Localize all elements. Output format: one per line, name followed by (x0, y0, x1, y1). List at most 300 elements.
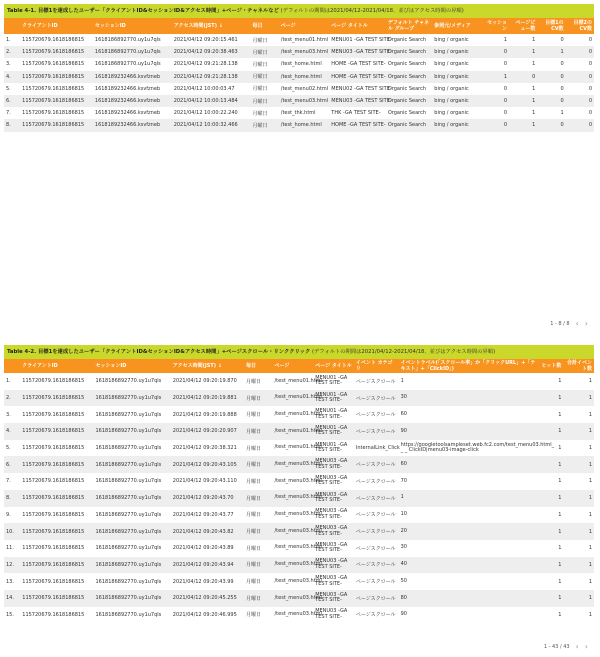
table-cell: 1. (6, 37, 11, 44)
table-cell: 2021/04/12 10:00:03.47 (173, 85, 235, 92)
column-header[interactable]: イベントラベル(「スクロール率」か「クリックURL」+「テキスト」+「ClickID」) (400, 360, 536, 372)
table-cell: MENU03 -GA TEST SITE- (315, 508, 348, 520)
table-cell: 1 (503, 37, 508, 44)
table-row (4, 119, 594, 131)
table-cell: 1 (588, 561, 592, 568)
table-cell: MENU03 -GA TEST SITE- (315, 558, 348, 570)
table-cell: 115720679.1618186815 (22, 445, 85, 452)
table-cell: 1618186892770.uy1u7qls (95, 561, 162, 568)
table-cell: /test_home.html (280, 122, 322, 129)
table-cell: 115720679.1618186815 (22, 110, 85, 117)
table-4-1-title-bar (4, 4, 594, 18)
table-cell: 0 (588, 49, 592, 56)
table-cell: 1618186892770.uy1u7qls (95, 411, 162, 418)
table-cell: 0 (503, 49, 508, 56)
table-cell: 1 (588, 378, 592, 385)
table-cell: 月曜日 (252, 49, 268, 56)
table-cell: 1 (532, 61, 536, 68)
table-cell: 115720679.1618186815 (22, 478, 85, 485)
table-cell: 2021/04/12 09:20:43.94 (172, 561, 234, 568)
table-cell: bing / organic (434, 73, 469, 80)
table-cell: 月曜日 (246, 428, 262, 435)
table-cell: 115720679.1618186815 (22, 595, 85, 602)
table-cell: ページスクロール (355, 529, 396, 536)
table-4-2 (4, 359, 594, 623)
table-cell: 1618186892770.uy1u7qls (95, 478, 162, 485)
table-cell: 月曜日 (252, 98, 268, 105)
table-cell: THK -GA TEST SITE- (331, 110, 381, 117)
chevron-right-icon[interactable]: › (584, 642, 588, 651)
table-cell: 2021/04/12 10:00:13.484 (173, 98, 238, 105)
table-cell: ページスクロール (355, 462, 396, 469)
table-cell: ページスクロール (355, 478, 396, 485)
table-cell: 115720679.1618186815 (22, 37, 85, 44)
table-cell: 10 (400, 511, 407, 518)
column-header[interactable]: 目標1の CV数 (545, 20, 564, 32)
table-cell: Organic Search (387, 98, 427, 105)
table-cell: 6. (6, 98, 11, 105)
table-cell: bing / organic (434, 122, 469, 129)
column-header[interactable]: ヒット数 (541, 363, 562, 369)
table-cell: 1618186892770.uy1u7qls (95, 545, 162, 552)
table-cell: 0 (588, 122, 592, 129)
table-cell: 115720679.1618186815 (22, 49, 85, 56)
table-cell: 14. (6, 595, 14, 602)
table-cell: 1 (532, 98, 536, 105)
table-cell: 1 (400, 377, 404, 384)
table-cell: 0 (588, 37, 592, 44)
table-cell: 1 (560, 49, 564, 56)
table-cell: bing / organic (434, 37, 469, 44)
table-cell: 1 (588, 411, 592, 418)
table-cell: 1 (588, 611, 592, 618)
table-cell: MENU03 -GA TEST SITE- (331, 49, 392, 56)
table-cell: 1618186892770.uy1u7qls (95, 578, 162, 585)
table-cell: 1 (588, 528, 592, 535)
table-cell: MENU03 -GA TEST SITE- (315, 541, 348, 554)
table-cell: 5. (6, 445, 11, 452)
table-cell: 0 (588, 98, 592, 105)
table-cell: 1 (558, 428, 562, 435)
table-cell: MENU01 -GA TEST SITE- (315, 408, 348, 420)
table-cell: 90 (400, 427, 407, 434)
table-cell: 月曜日 (246, 462, 262, 469)
table-cell: 2021/04/12 09:20:43.82 (172, 528, 234, 535)
table-cell: 2021/04/12 09:20:19.888 (172, 411, 237, 418)
table-cell: 13. (6, 578, 14, 585)
table-cell: /test_menu03.html (274, 527, 322, 534)
table-cell: 3. (6, 411, 11, 418)
table-row (4, 507, 594, 524)
table-cell: 2. (6, 395, 11, 402)
table-cell: 115720679.1618186815 (22, 395, 85, 402)
table-cell: /test_menu03.html (280, 98, 329, 105)
table-cell: 0 (560, 98, 564, 105)
table-cell: /test_menu01.html (274, 427, 322, 434)
table-row (4, 107, 594, 119)
table-cell: 1618189232466.ksvfzneb (94, 122, 161, 129)
table-cell: 1 (558, 578, 562, 585)
column-header[interactable]: セッションID (95, 363, 127, 369)
table-cell: ページスクロール (355, 612, 396, 619)
table-cell: 115720679.1618186815 (22, 61, 85, 68)
table-cell: 月曜日 (246, 512, 262, 519)
table-cell: /test_menu01.html (274, 444, 322, 451)
table-cell: 60 (400, 461, 407, 468)
table-4-1-subtitle: (デフォルトの期間は2021/04/12-2021/04/18、並びはアクセス時間の昇順) (280, 8, 464, 14)
table-cell: 1 (588, 545, 592, 552)
table-cell: /test_menu03.html (274, 544, 322, 551)
table-cell: /test_menu03.html (274, 511, 322, 518)
table-cell: 1 (588, 395, 592, 402)
chevron-right-icon[interactable]: › (584, 319, 588, 328)
pagination-label: 1 - 8 / 8 (550, 321, 570, 327)
table-cell: 月曜日 (246, 478, 262, 485)
table-cell: 1 (532, 110, 536, 117)
table-cell: 月曜日 (252, 37, 268, 44)
table-cell: 1 (558, 511, 562, 518)
table-cell: 月曜日 (246, 412, 262, 419)
table-cell: HOME -GA TEST SITE- (331, 122, 386, 129)
table-cell: 2021/04/12 09:21:28.138 (173, 73, 238, 80)
table-cell: 2021/04/12 09:20:43.77 (172, 511, 234, 518)
table-cell: 115720679.1618186815 (22, 461, 85, 468)
table-cell: 月曜日 (252, 61, 268, 68)
table-cell: /test_home.html (280, 61, 322, 68)
table-cell: 0 (503, 110, 508, 117)
table-cell: MENU03 -GA TEST SITE- (315, 575, 348, 587)
table-cell: Organic Search (387, 73, 427, 80)
table-row (4, 607, 594, 624)
table-cell: 1. (6, 378, 11, 385)
chevron-left-icon[interactable]: ‹ (575, 319, 579, 328)
table-row (4, 456, 594, 473)
table-cell: 2021/04/12 09:20:20.907 (172, 428, 237, 435)
table-cell: 9. (6, 511, 11, 518)
table-cell: /test_menu03.html (274, 477, 322, 484)
table-cell: HOME -GA TEST SITE- (331, 73, 386, 80)
table-cell: 2021/04/12 09:20:19.870 (172, 378, 237, 385)
table-cell: Organic Search (387, 61, 427, 68)
column-header[interactable]: ページ (274, 363, 290, 369)
table-cell: ページスクロール (355, 512, 396, 519)
table-cell: 1 (532, 122, 536, 129)
table-cell: 1 (558, 395, 562, 402)
table-cell: 20 (400, 527, 407, 534)
table-cell: 0 (503, 122, 508, 129)
table-cell: 0 (560, 61, 564, 68)
table-row (4, 83, 594, 95)
table-cell: 1 (558, 495, 562, 502)
column-header[interactable]: 合計イベント数 (566, 360, 592, 372)
table-cell: 115720679.1618186815 (22, 528, 85, 535)
table-cell: MENU01 -GA TEST SITE- (315, 391, 348, 404)
table-row (4, 34, 594, 46)
table-cell: 15. (6, 611, 14, 618)
table-cell: 2021/04/12 09:20:15.461 (173, 37, 238, 44)
table-cell: 115720679.1618186815 (22, 611, 85, 618)
table-row (4, 490, 594, 507)
table-cell: /test_menu01.html (274, 394, 322, 401)
table-cell: 0 (503, 85, 508, 92)
column-header[interactable]: セッションID (94, 23, 126, 29)
table-cell: 1618189232466.ksvfzneb (94, 73, 161, 80)
table-cell: 2021/04/12 09:20:43.110 (172, 478, 237, 485)
table-cell: 2021/04/12 09:20:43.89 (172, 545, 234, 552)
table-row (4, 58, 594, 70)
table-cell: 1 (588, 478, 592, 485)
table-cell: bing / organic (434, 98, 469, 105)
table-cell: 12. (6, 561, 14, 568)
table-cell: 4. (6, 73, 11, 80)
table-cell: 1618186892770.uy1u7qls (94, 37, 161, 44)
table-cell: bing / organic (434, 110, 469, 117)
table-cell: 月曜日 (246, 495, 262, 502)
table-cell: 1618189232466.ksvfzneb (94, 98, 161, 105)
table-cell: 1 (558, 528, 562, 535)
column-header[interactable]: アクセス時間(JST) ↓ (173, 23, 223, 29)
table-cell: 2021/04/12 09:20:38.321 (172, 445, 237, 452)
table-cell: 115720679.1618186815 (22, 378, 85, 385)
table-row (4, 46, 594, 58)
table-cell: Organic Search (387, 37, 427, 44)
table-cell: 1618186892770.uy1u7qls (95, 461, 162, 468)
table-cell: 115720679.1618186815 (22, 545, 85, 552)
table-cell: 1 (558, 478, 562, 485)
table-cell: 1618186892770.uy1u7qls (95, 528, 162, 535)
table-row (4, 573, 594, 590)
table-cell: 60 (400, 410, 407, 417)
column-header[interactable]: 参照元/メディア (434, 23, 471, 29)
table-4-1 (4, 18, 594, 132)
table-4-2-panel (4, 345, 594, 653)
table-cell: 0 (560, 73, 564, 80)
column-header[interactable]: ページ (280, 23, 296, 29)
table-cell: 1 (588, 578, 592, 585)
table-row (4, 71, 594, 83)
table-cell: HOME -GA TEST SITE- (331, 61, 386, 68)
table-cell: 0 (588, 61, 592, 68)
table-header-row (4, 359, 594, 373)
table-cell: 1618186892770.uy1u7qls (95, 428, 162, 435)
table-row (4, 473, 594, 490)
table-cell: 1618186892770.uy1u7qls (95, 511, 162, 518)
table-cell: MENU01 -GA TEST SITE- (315, 374, 348, 387)
table-cell: 月曜日 (246, 595, 262, 602)
column-header[interactable]: ページ タイトル (331, 23, 368, 29)
table-4-1-panel (4, 4, 594, 327)
table-cell: 2021/04/12 09:20:43.70 (172, 495, 234, 502)
column-header[interactable]: デフォルト チャネル グループ (387, 20, 430, 32)
column-header[interactable]: 毎日 (246, 363, 257, 369)
table-cell: 115720679.1618186815 (22, 511, 85, 518)
table-cell: /test_thk.html (280, 110, 316, 117)
chevron-left-icon[interactable]: ‹ (575, 642, 579, 651)
table-cell: ページスクロール (355, 378, 396, 385)
table-cell: 2021/04/12 09:20:43.99 (172, 578, 234, 585)
table-cell: 115720679.1618186815 (22, 428, 85, 435)
table-cell: 1 (558, 611, 562, 618)
table-cell: /test_menu03.html (274, 611, 322, 618)
table-cell: https://googletoolsampleset.web.fc2.com/test_menu03.html_ _ _ ClickID|menu03-image-click (400, 441, 555, 454)
column-header[interactable]: 毎日 (252, 23, 263, 29)
table-cell: ページスクロール (355, 562, 396, 569)
table-cell: /test_menu03.html (280, 49, 329, 56)
table-cell: MENU01 -GA TEST SITE- (315, 424, 348, 437)
table-cell: /test_home.html (280, 73, 322, 80)
pagination-label: 1 - 43 / 43 (543, 644, 570, 650)
table-cell: 0 (588, 73, 592, 80)
table-cell: 1618186892770.uy1u7qls (94, 61, 161, 68)
table-cell: /test_menu01.html (274, 377, 322, 384)
table-cell: 2021/04/12 10:00:32.466 (173, 122, 238, 129)
column-header[interactable]: アクセス時間(JST) ↓ (172, 363, 223, 369)
table-cell: 1 (560, 110, 564, 117)
table-cell: 月曜日 (246, 378, 262, 385)
column-header[interactable]: ページビュー数 (515, 20, 536, 32)
table-row (4, 440, 594, 457)
table-cell: 1618186892770.uy1u7qls (95, 445, 162, 452)
table-row (4, 523, 594, 540)
table-cell: 115720679.1618186815 (22, 98, 85, 105)
table-cell: MENU03 -GA TEST SITE- (315, 491, 348, 504)
table-cell: 1 (588, 445, 592, 452)
table-cell: 月曜日 (246, 612, 262, 619)
table-cell: 1 (588, 495, 592, 502)
table-header-row (4, 18, 594, 34)
table-cell: 115720679.1618186815 (22, 411, 85, 418)
table-cell: 3. (6, 61, 11, 68)
table-cell: MENU01 -GA TEST SITE- (315, 441, 348, 454)
table-cell: 40 (400, 561, 407, 568)
table-cell: /test_menu01.html (274, 410, 322, 417)
table-cell: 2021/04/12 09:20:46.995 (172, 611, 237, 618)
table-cell: /test_menu01.html (280, 37, 329, 44)
table-cell: /test_menu03.html (274, 461, 322, 468)
column-header[interactable]: クライアントID (22, 23, 58, 29)
table-cell: MENU01 -GA TEST SITE- (331, 37, 392, 44)
table-cell: 月曜日 (246, 562, 262, 569)
table-cell: 0 (560, 85, 564, 92)
table-cell: 月曜日 (252, 86, 268, 93)
table-cell: 月曜日 (246, 445, 262, 452)
table-cell: ページスクロール (355, 545, 396, 552)
table-4-2-title-bar (4, 345, 594, 359)
table-cell: 10. (6, 528, 14, 535)
table-cell: 1618186892770.uy1u7qls (95, 378, 162, 385)
table-cell: 30 (400, 394, 407, 401)
table-cell: 1618189232466.ksvfzneb (94, 85, 161, 92)
table-row (4, 390, 594, 407)
table-cell: 1 (558, 561, 562, 568)
table-row (4, 557, 594, 574)
table-cell: ページスクロール (355, 395, 396, 402)
table-cell: 8. (6, 122, 11, 129)
table-cell: 80 (400, 594, 407, 601)
table-cell: 1618186892770.uy1u7qls (94, 49, 161, 56)
column-header[interactable]: ページ タイトル (315, 363, 352, 369)
table-cell: InternalLink_Click (355, 445, 400, 452)
column-header[interactable]: クライアントID (22, 363, 58, 369)
table-cell: 1 (558, 545, 562, 552)
table-cell: 0 (588, 110, 592, 117)
table-cell: MENU02 -GA TEST SITE- (331, 85, 392, 92)
table-cell: 1 (588, 461, 592, 468)
table-cell: 7. (6, 110, 11, 117)
table-cell: /test_menu03.html (274, 494, 322, 501)
table-cell: 月曜日 (246, 579, 262, 586)
table-row (4, 373, 594, 390)
column-header[interactable]: イベント カテゴリ (355, 360, 393, 372)
table-cell: 115720679.1618186815 (22, 73, 85, 80)
table-row (4, 95, 594, 107)
table-cell: 1618186892770.uy1u7qls (95, 595, 162, 602)
table-cell: 1 (588, 595, 592, 602)
table-cell: /test_menu03.html (274, 594, 322, 601)
table-cell: bing / organic (434, 61, 469, 68)
table-cell: 4. (6, 428, 11, 435)
table-cell: 2021/04/12 09:20:43.105 (172, 461, 237, 468)
table-cell: 1 (400, 494, 404, 501)
table-cell: 7. (6, 478, 11, 485)
table-cell: MENU03 -GA TEST SITE- (315, 458, 348, 470)
table-cell: 0 (560, 37, 564, 44)
table-4-2-subtitle: (デフォルトの期間は2021/04/12-2021/04/18、並びはアクセス時間の昇順) (311, 349, 496, 355)
table-cell: 1 (558, 378, 562, 385)
table-cell: 70 (400, 477, 407, 484)
table-cell: 1618186892770.uy1u7qls (95, 395, 162, 402)
table-cell: 0 (503, 61, 508, 68)
table-cell: 115720679.1618186815 (22, 122, 85, 129)
table-cell: MENU03 -GA TEST SITE- (315, 474, 348, 487)
table-cell: 月曜日 (246, 529, 262, 536)
column-header[interactable]: 目標2の CV数 (573, 20, 592, 32)
table-cell: 1 (558, 461, 562, 468)
column-header[interactable] (4, 359, 20, 373)
table-cell: 0 (532, 73, 536, 80)
table-cell: 1 (558, 595, 562, 602)
table-cell: 1 (558, 411, 562, 418)
table-row (4, 406, 594, 423)
column-header[interactable] (4, 18, 20, 34)
table-cell: ページスクロール (355, 412, 396, 419)
table-cell: 115720679.1618186815 (22, 578, 85, 585)
table-cell: Organic Search (387, 85, 427, 92)
table-cell: /test_menu03.html (274, 561, 322, 568)
table-row (4, 540, 594, 557)
table-cell: 115720679.1618186815 (22, 85, 85, 92)
table-cell: 0 (588, 85, 592, 92)
table-cell: 8. (6, 495, 11, 502)
table-4-1-pagination (550, 320, 588, 328)
table-cell: /test_menu03.html (274, 577, 322, 584)
table-cell: 115720679.1618186815 (22, 495, 85, 502)
table-cell: ページスクロール (355, 428, 396, 435)
table-cell: 1 (532, 85, 536, 92)
table-cell: 115720679.1618186815 (22, 561, 85, 568)
table-cell: 2021/04/12 09:20:38.463 (173, 49, 238, 56)
table-4-1-title: Table 4-1. 目標1を達成したユーザー「クライアントID&セッションID&アクセス時間」+ページ・チャネルなど (7, 8, 279, 14)
table-cell: 1618189232466.ksvfzneb (94, 110, 161, 117)
table-cell: 0 (560, 122, 564, 129)
table-cell: MENU03 -GA TEST SITE- (315, 591, 348, 604)
table-cell: 月曜日 (252, 110, 268, 117)
table-cell: 2. (6, 49, 11, 56)
table-cell: bing / organic (434, 49, 469, 56)
table-row (4, 423, 594, 440)
column-header[interactable]: セッション (487, 20, 508, 32)
table-cell: Organic Search (387, 110, 427, 117)
